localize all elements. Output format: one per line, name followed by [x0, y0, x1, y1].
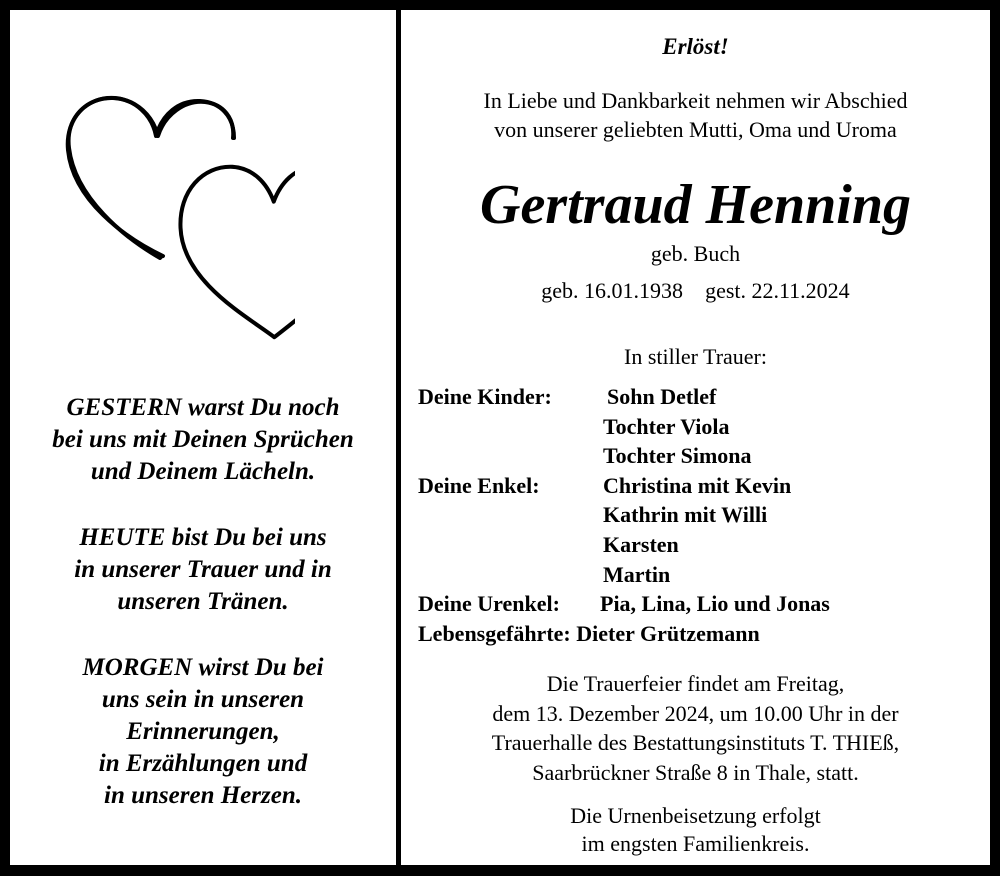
mourner-row: [418, 500, 988, 530]
verse-line: GESTERN warst Du noch: [66, 394, 340, 421]
intro-text: [401, 86, 990, 144]
verse-line: und Deinem Lächeln.: [90, 458, 316, 485]
mourner-name: Martin: [603, 561, 671, 587]
mourner-row: [418, 560, 988, 590]
mourners-list: [418, 382, 988, 648]
verse-line: bei uns mit Deinen Sprüchen: [52, 426, 354, 453]
heart-right-outline: [179, 168, 276, 338]
heart-right-final: [178, 165, 291, 338]
mourner-row: [418, 530, 988, 560]
death-date: gest. 22.11.2024: [705, 278, 850, 303]
verse-line: in unserer Trauer und in: [74, 556, 332, 583]
service-line: Saarbrückner Straße 8 in Thale, statt.: [532, 759, 859, 785]
mourner-row: [418, 412, 988, 442]
verse-line: Erinnerungen,: [126, 718, 280, 745]
mourner-row: [418, 589, 988, 619]
service-line: Die Trauerfeier findet am Freitag,: [546, 671, 845, 696]
mourner-name: Tochter Viola: [603, 413, 730, 439]
mourner-name: Tochter Simona: [603, 443, 752, 469]
burial-line: Die Urnenbeisetzung erfolgt: [570, 803, 821, 828]
verse-line: unseren Tränen.: [117, 588, 289, 615]
birth-name: geb. Buch: [650, 241, 741, 266]
mourner-row: [418, 441, 988, 471]
verse-tomorrow: [10, 652, 396, 812]
deceased-name: Gertraud Henning: [480, 174, 911, 236]
birth-date: geb. 16.01.1938: [541, 278, 684, 303]
burial-line: im engsten Familienkreis.: [581, 831, 810, 856]
verse-line: HEUTE bist Du bei uns: [79, 524, 327, 551]
mourner-label: Deine Kinder:: [418, 384, 552, 409]
heart-front-icon: [179, 197, 295, 337]
mourner-name: Kathrin mit Willi: [603, 502, 768, 528]
service-line: dem 13. Dezember 2024, um 10.00 Uhr in der: [492, 700, 899, 726]
life-dates: [401, 277, 990, 305]
verse-line: in Erzählungen und: [98, 750, 308, 777]
mourner-row: [418, 382, 988, 412]
heart-right-stroke: [178, 165, 293, 338]
right-panel: [401, 10, 990, 865]
burial-note: [401, 802, 990, 858]
service-announcement: [401, 669, 990, 787]
left-panel: [10, 10, 396, 865]
heart-right-group: [179, 166, 281, 338]
front-heart-outline: [178, 162, 280, 338]
mourning-heading: In stiller Trauer:: [624, 344, 767, 369]
mourner-label: Deine Enkel:: [418, 472, 540, 498]
verse-line: uns sein in unseren: [101, 686, 305, 713]
verse-line: MORGEN wirst Du bei: [82, 654, 324, 681]
heart-right-visible: [179, 168, 279, 338]
mourner-label: Deine Urenkel:: [418, 591, 560, 617]
verse-yesterday: [10, 392, 396, 488]
intro-line: In Liebe und Dankbarkeit nehmen wir Abschied: [483, 88, 908, 113]
verse-today: [10, 522, 396, 618]
heading-released: Erlöst!: [662, 34, 729, 59]
verse-line: in unseren Herzen.: [104, 782, 302, 809]
heart-front-group: [179, 167, 295, 337]
mourner-row: [418, 471, 988, 501]
mourner-row: [418, 619, 988, 649]
intro-line: von unserer geliebten Mutti, Oma und Uroma: [494, 117, 897, 142]
service-line: Trauerhalle des Bestattungsinstituts T. THIEß,: [491, 730, 900, 755]
mourner-name: Karsten: [603, 531, 679, 557]
mourner-name: Sohn Detlef: [607, 384, 717, 409]
heart-icon-right: [178, 180, 295, 338]
mourner-name: Lebensgefährte: Dieter Grützemann: [418, 620, 760, 646]
heart-right-shape: [179, 166, 281, 338]
mourner-name: Christina mit Kevin: [603, 472, 792, 498]
heart-left-icon: [68, 98, 234, 256]
two-hearts-icon: [55, 88, 295, 343]
mourner-name: Pia, Lina, Lio und Jonas: [600, 591, 830, 617]
heart-front-shape: [180, 167, 295, 337]
